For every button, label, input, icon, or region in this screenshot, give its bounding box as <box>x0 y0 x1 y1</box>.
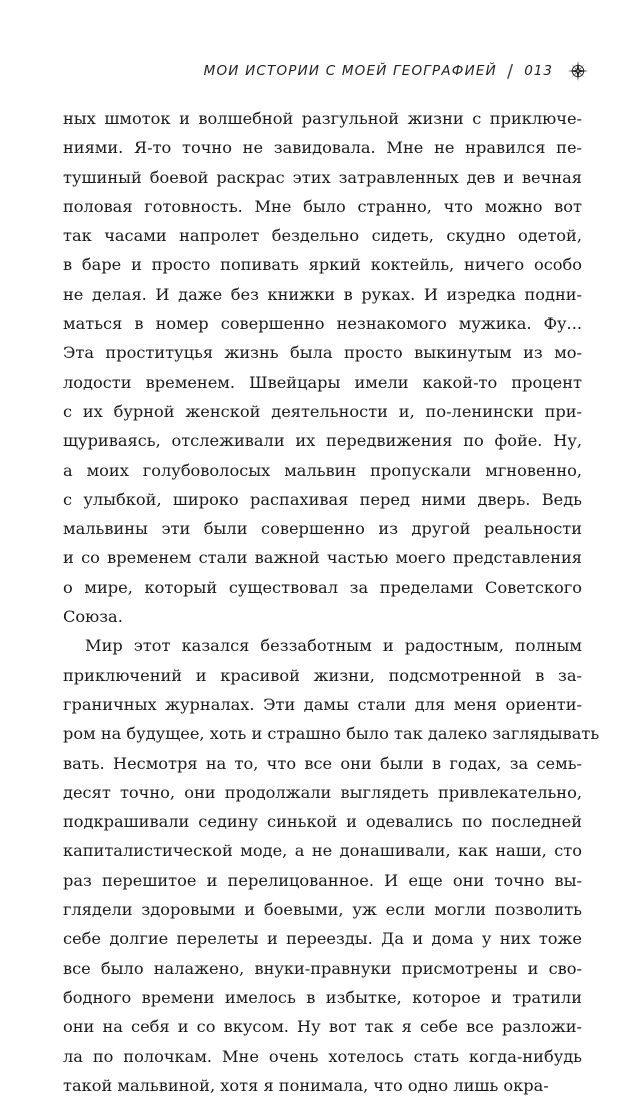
text-line: десят точно, они продолжали выглядеть привлекательно, <box>63 782 582 802</box>
text-line: щуриваясь, отслеживали их передвижения по фойе. Ну, <box>63 431 582 451</box>
text-line: Мир этот казался беззаботным и радостным, полным <box>85 636 582 656</box>
text-line: и со временем стали важной частью моего представления <box>63 548 582 568</box>
text-line: с улыбкой, широко распахивая перед ними дверь. Ведь <box>63 489 582 509</box>
text-line: себе долгие перелеты и переезды. Да и дома у них тоже <box>63 929 582 949</box>
running-header <box>204 60 589 82</box>
text-line: ных шмоток и волшебной разгульной жизни с приключе- <box>63 109 582 128</box>
text-line: приключений и красивой жизни, подсмотренной в за- <box>63 665 582 685</box>
text-line: Эта проституцья жизнь была просто выкинутым из мо- <box>63 343 582 363</box>
text-line: подкрашивали седину синькой и одевались по последней <box>63 812 582 832</box>
body-text <box>63 104 600 1100</box>
text-line: половая готовность. Мне было странно, что можно вот <box>63 196 582 216</box>
text-line: Союза. <box>63 607 123 627</box>
book-title: МОИ ИСТОРИИ С МОЕЙ ГЕОГРАФИЕЙ <box>203 63 497 79</box>
text-line: мальвины эти были совершенно из другой реальности <box>63 519 582 539</box>
text-line: лодости временем. Швейцары имели какой-то процент <box>63 372 582 392</box>
text-line: все было налажено, внуки-правнуки присмотрены и сво- <box>63 958 582 978</box>
text-line: тушиный боевой раскрас этих затравленных дев и вечная <box>63 167 582 187</box>
text-line: они на себя и со вкусом. Ну вот так я себе все разложи- <box>63 1017 582 1037</box>
text-line: бодного времени имелось в избытке, которое и тратили <box>63 987 582 1007</box>
compass-rose-icon <box>567 60 589 82</box>
text-line: вать. Несмотря на то, что все они были в годах, за семь- <box>63 753 582 773</box>
header-separator: / <box>506 60 515 82</box>
text-line: маться в номер совершенно незнакомого мужика. Фу... <box>63 314 582 334</box>
text-line: так часами напролет бездельно сидеть, скудно одетой, <box>63 226 582 246</box>
text-line: граничных журналах. Эти дамы стали для меня ориенти- <box>63 694 582 714</box>
text-line: капиталистической моде, а не донашивали, как наши, сто <box>63 841 582 861</box>
text-line: ром на будущее, хоть и страшно было так далеко заглядывать <box>63 724 600 744</box>
text-line: ниями. Я-то точно не завидовала. Мне не нравился пе- <box>63 138 582 158</box>
text-line: глядели здоровыми и боевыми, уж если могли позволить <box>63 900 582 920</box>
text-line: не делая. И даже без книжки в руках. И изредка подни- <box>63 284 582 304</box>
text-line: ла по полочкам. Мне очень хотелось стать когда-нибудь <box>63 1046 582 1066</box>
text-line: о мире, который существовал за пределами Советского <box>63 577 582 597</box>
text-line: раз перешитое и перелицованное. И еще они точно вы- <box>63 870 582 890</box>
page-number: 013 <box>524 63 553 79</box>
text-line: с их бурной женской деятельности и, по-ленински при- <box>63 401 582 421</box>
text-line: в баре и просто попивать яркий коктейль, ничего особо <box>63 255 582 275</box>
text-line: такой мальвиной, хотя я понимала, что одно лишь окра- <box>63 1075 549 1095</box>
text-line: а моих голубоволосых мальвин пропускали мгновенно, <box>63 460 582 480</box>
